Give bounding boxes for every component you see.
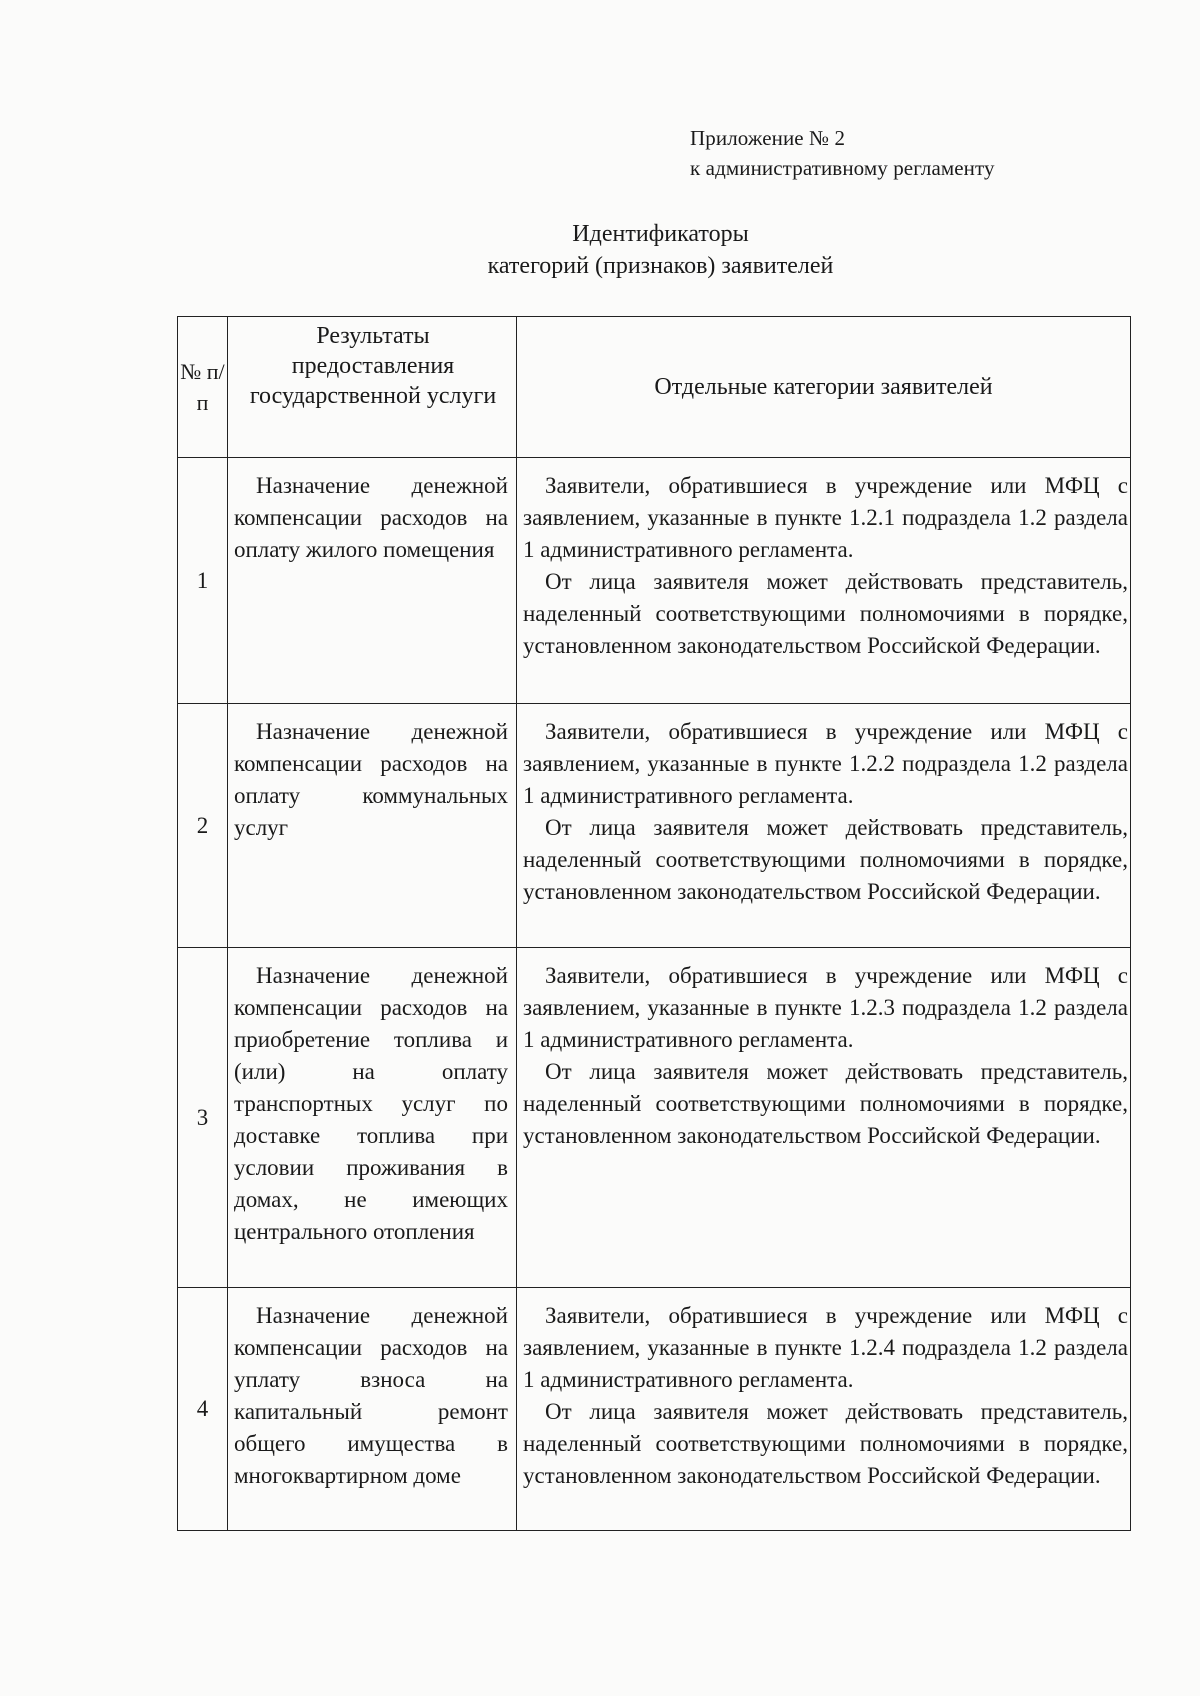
applicant-categories-table [177, 316, 1131, 1531]
title-line-1: Идентификаторы [572, 221, 749, 247]
row-categories [517, 948, 1131, 1288]
row-result-text: Назначение денежной компенсации расходов на оплату коммунальных услуг [234, 719, 508, 840]
row-categories-paragraph-2: От лица заявителя может действовать представитель, наделенный соответствующими полномочиями в порядке, установленном законодательством Российской Федерации. [523, 1399, 1128, 1488]
row-categories-paragraph-1: Заявители, обратившиеся в учреждение или МФЦ с заявлением, указанные в пункте 1.2.2 подраздела 1.2 раздела 1 административного регламента. [523, 719, 1128, 808]
table-header-row [178, 317, 1131, 458]
header-categories: Отдельные категории заявителей [517, 317, 1131, 458]
row-categories-paragraph-1: Заявители, обратившиеся в учреждение или МФЦ с заявлением, указанные в пункте 1.2.1 подраздела 1.2 раздела 1 административного регламента. [523, 473, 1128, 562]
row-categories-paragraph-2: От лица заявителя может действовать представитель, наделенный соответствующими полномочиями в порядке, установленном законодательством Российской Федерации. [523, 815, 1128, 904]
row-categories-paragraph-2: От лица заявителя может действовать представитель, наделенный соответствующими полномочиями в порядке, установленном законодательством Российской Федерации. [523, 569, 1128, 658]
header-result: Результаты предоставления государственной услуги [228, 317, 517, 458]
row-result-text: Назначение денежной компенсации расходов на уплату взноса на капитальный ремонт общего имущества в многоквартирном доме [234, 1303, 508, 1488]
appendix-line-1: Приложение № 2 [690, 126, 846, 150]
row-categories [517, 704, 1131, 948]
appendix-line-2: к административному регламенту [690, 156, 995, 180]
row-categories-paragraph-1: Заявители, обратившиеся в учреждение или МФЦ с заявлением, указанные в пункте 1.2.3 подраздела 1.2 раздела 1 административного регламента. [523, 963, 1128, 1052]
title-line-2: категорий (признаков) заявителей [487, 253, 834, 279]
row-result [228, 458, 517, 704]
row-categories-paragraph-1: Заявители, обратившиеся в учреждение или МФЦ с заявлением, указанные в пункте 1.2.4 подраздела 1.2 раздела 1 административного регламента. [523, 1303, 1128, 1392]
row-result-text: Назначение денежной компенсации расходов на приобретение топлива и (или) на оплату транспортных услуг по доставке топлива при условии проживания в домах, не имеющих центрального отопления [234, 963, 508, 1244]
header-number: № п/п [178, 317, 228, 458]
table-row [178, 458, 1131, 704]
row-categories-paragraph-2: От лица заявителя может действовать представитель, наделенный соответствующими полномочиями в порядке, установленном законодательством Российской Федерации. [523, 1059, 1128, 1148]
row-number: 3 [178, 948, 228, 1288]
row-result [228, 948, 517, 1288]
document-title [0, 218, 1200, 282]
row-categories [517, 458, 1131, 704]
row-result [228, 1288, 517, 1531]
row-result-text: Назначение денежной компенсации расходов на оплату жилого помещения [234, 473, 508, 562]
row-number: 2 [178, 704, 228, 948]
table-row [178, 948, 1131, 1288]
row-categories [517, 1288, 1131, 1531]
row-number: 1 [178, 458, 228, 704]
row-result [228, 704, 517, 948]
table-row [178, 1288, 1131, 1531]
row-number: 4 [178, 1288, 228, 1531]
table-row [178, 704, 1131, 948]
appendix-note [690, 123, 995, 183]
